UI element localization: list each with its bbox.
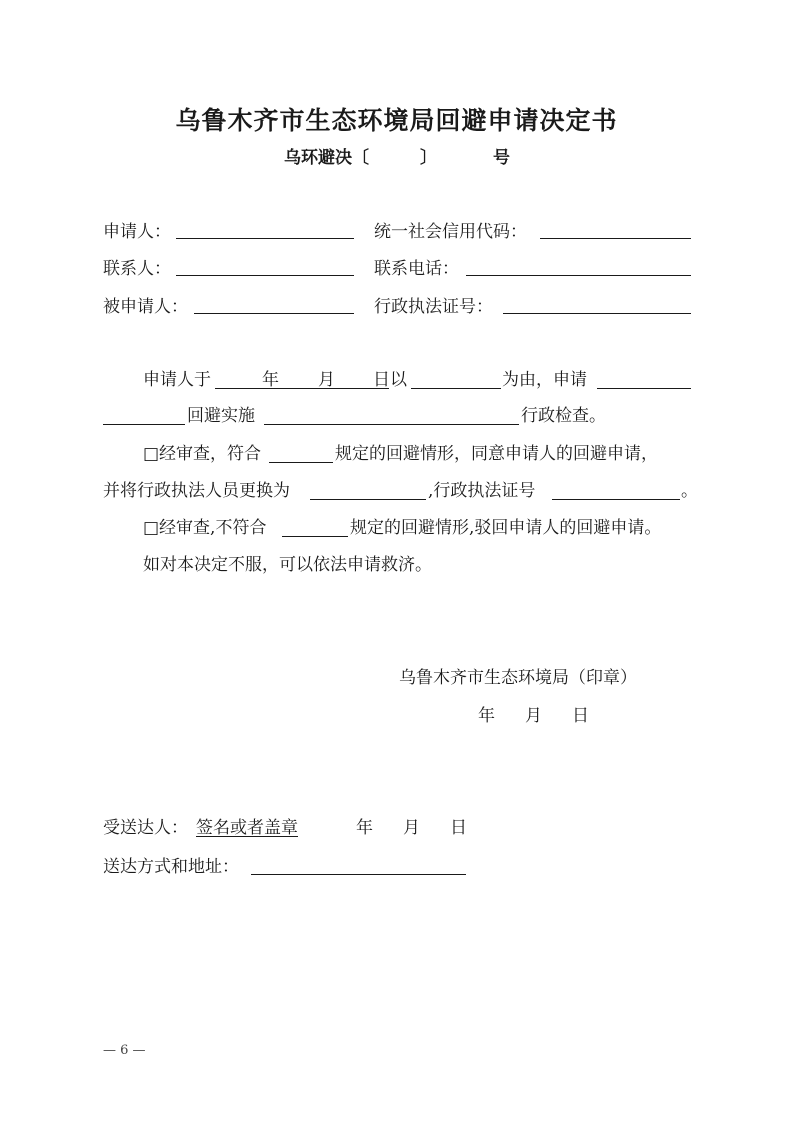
phone-field[interactable] (466, 275, 691, 276)
p1-month: 月 (318, 370, 335, 390)
apply-target-field[interactable] (597, 388, 691, 389)
p1-reason: 为由，申请 (502, 370, 587, 390)
doc-number-bracket-close: 〕 (420, 148, 437, 168)
cert-no-label: 行政执法证号： (374, 297, 493, 317)
recipient-sign-field[interactable]: 签名或者盖章 (196, 818, 298, 838)
p1-intro: 申请人于 (143, 370, 211, 390)
doc-number-suffix: 号 (493, 148, 510, 168)
option-approve-text: 规定的回避情形，同意申请人的回避申请， (335, 444, 658, 464)
sign-day: 日 (572, 706, 589, 726)
replace-period: 。 (681, 481, 698, 501)
delivery-method-field[interactable] (251, 874, 466, 875)
reject-rule-field[interactable] (282, 536, 348, 537)
receipt-day: 日 (450, 818, 467, 838)
doc-number-prefix: 乌环避决〔 (284, 148, 369, 168)
issuing-org: 乌鲁木齐市生态环境局（印章） (399, 668, 637, 688)
replacement-officer-field[interactable] (310, 499, 426, 500)
receipt-year: 年 (356, 818, 373, 838)
credit-code-field[interactable] (540, 238, 691, 239)
replace-cert-label: ,行政执法证号 (428, 481, 536, 501)
respondent-label: 被申请人： (103, 297, 188, 317)
contact-field[interactable] (176, 275, 354, 276)
reason-field[interactable] (411, 388, 501, 389)
replacement-cert-field[interactable] (552, 499, 680, 500)
option-reject-text: 规定的回避情形,驳回申请人的回避申请。 (350, 518, 662, 538)
option-reject-checkbox-label[interactable]: □经审查,不符合 (143, 518, 267, 538)
applicant-field[interactable] (176, 238, 354, 239)
avoid-person-field[interactable] (103, 424, 185, 425)
receipt-month: 月 (403, 818, 420, 838)
p1-day: 日以 (373, 370, 407, 390)
delivery-method-label: 送达方式和地址： (103, 857, 239, 877)
credit-code-label: 统一社会信用代码： (374, 222, 527, 242)
remedy-text: 如对本决定不服，可以依法申请救济。 (143, 555, 432, 575)
page-number: — 6 — (103, 1043, 146, 1058)
approve-rule-field[interactable] (269, 462, 333, 463)
inspection-field[interactable] (264, 424, 519, 425)
p1-year: 年 (262, 370, 279, 390)
option-approve-checkbox-label[interactable]: □经审查，符合 (143, 444, 262, 464)
recipient-label: 受送达人： (103, 818, 188, 838)
applicant-label: 申请人： (103, 222, 171, 242)
sign-month: 月 (525, 706, 542, 726)
phone-label: 联系电话： (374, 259, 459, 279)
cert-no-field[interactable] (503, 313, 691, 314)
p1-avoid-impl: 回避实施 (187, 406, 255, 426)
contact-label: 联系人： (103, 259, 171, 279)
document-title: 乌鲁木齐市生态环境局回避申请决定书 (175, 106, 618, 135)
respondent-field[interactable] (194, 313, 354, 314)
date-field[interactable] (215, 388, 389, 389)
p1-inspection: 行政检查。 (521, 406, 606, 426)
replace-label: 并将行政执法人员更换为 (103, 481, 290, 501)
sign-year: 年 (478, 706, 495, 726)
